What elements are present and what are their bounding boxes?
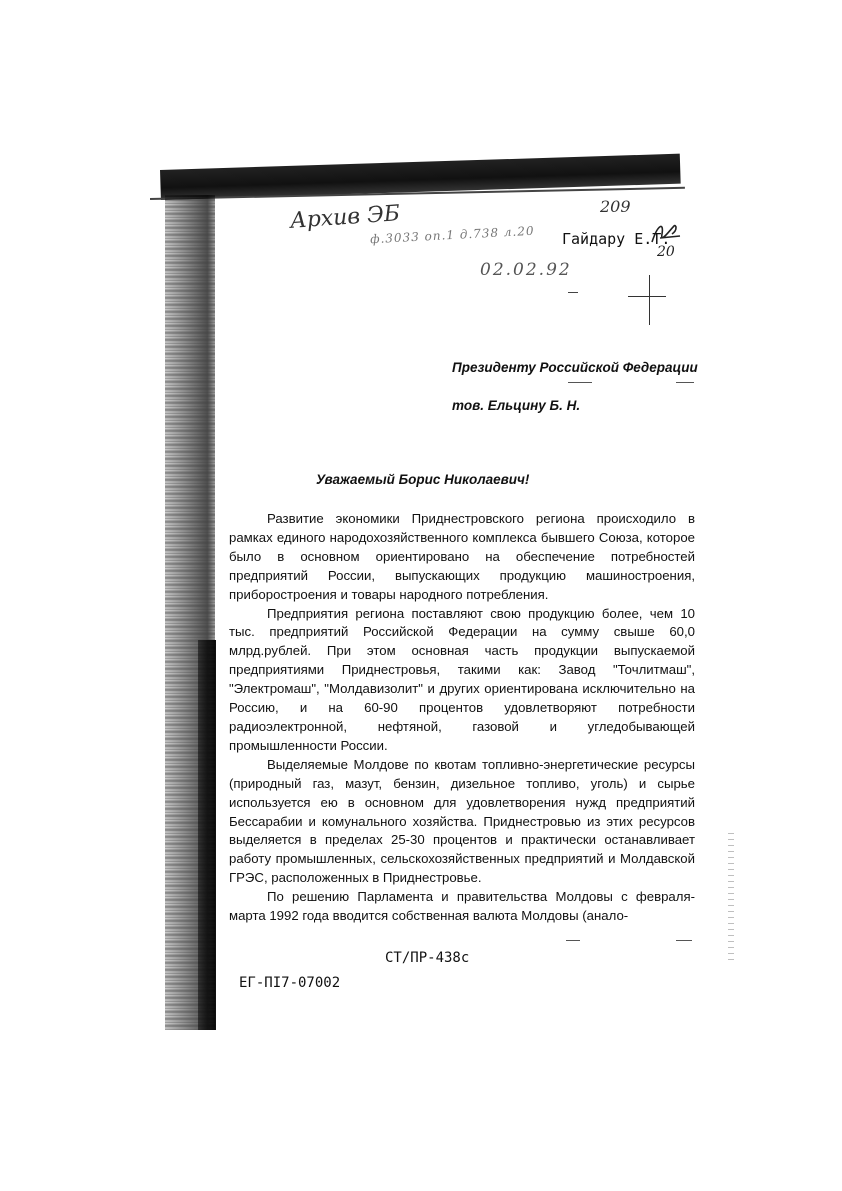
salutation: Уважаемый Борис Николаевич! bbox=[316, 472, 530, 487]
scan-noise-right bbox=[728, 830, 734, 960]
addressee-title: Президенту Российской Федерации bbox=[452, 360, 698, 375]
handwritten-cross-mark bbox=[649, 275, 650, 325]
underline-mark bbox=[568, 382, 592, 383]
handwritten-cross-mark-bar bbox=[628, 296, 666, 297]
paragraph: Выделяемые Молдове по квотам топливно-энергетические ресурсы (природный газ, мазут, бензин, дизельное топливо, уголь) и сырье используется ею в основном для удовлетворения нужд предприятий Бессарабии и комунального хозяйства. Приднестровью из этих ресурсов выделяется в пределах 25-30 процентов и практически останавливает работу промышленных, сельскохозяйственных предприятий и Молдавской ГРЭС, расположенных в Приднестровье. bbox=[229, 756, 695, 886]
addressee-minister: Гайдару Е.Т. bbox=[562, 230, 671, 248]
handwritten-resolution-mark: 20 bbox=[657, 244, 675, 260]
handwritten-date: 02.02.92 bbox=[480, 260, 572, 280]
archive-code: ЕГ-ПI7-07002 bbox=[239, 975, 341, 991]
document-code: СТ/ПР-438с bbox=[385, 950, 470, 966]
handwritten-dash bbox=[568, 292, 578, 293]
handwritten-reference: ф.3033 оп.1 д.738 л.20 bbox=[369, 223, 535, 247]
paragraph: По решению Парламента и правительства Молдовы с февраля-марта 1992 года вводится собственная валюта Молдовы (анало- bbox=[229, 889, 695, 924]
paragraph: Предприятия региона поставляют свою продукцию более, чем 10 тыс. предприятий Российской Федерации на сумму свыше 60,0 млрд.рублей. При этом основная часть продукции выпускаемой предприятиями Приднестровья, такими как: Завод "Точлитмаш", "Электромаш", "Молдавизолит" и других ориентирована исключительно на Россию, и на 60-90 процентов удовлетворяют потребности радиоэлектронной, нефтяной, газовой и угледобывающей промышленности России. bbox=[229, 605, 695, 753]
handwritten-page-number: 209 bbox=[600, 197, 631, 216]
handwritten-archive-note: Архив ЭБ bbox=[289, 201, 401, 234]
underline-mark bbox=[676, 940, 692, 941]
addressee-name: тов. Ельцину Б. Н. bbox=[452, 398, 581, 413]
letter-body bbox=[229, 510, 695, 926]
underline-mark bbox=[566, 940, 580, 941]
paragraph: Развитие экономики Приднестровского региона происходило в рамках единого народохозяйственного комплекса бывшего Союза, которое было в основном ориентировано на обеспечение потребностей предприятий России, выпускающих продукцию машиностроения, приборостроения и товары народного потребления. bbox=[229, 511, 695, 602]
scan-shadow-left-dark bbox=[198, 640, 216, 1030]
underline-mark bbox=[676, 382, 694, 383]
